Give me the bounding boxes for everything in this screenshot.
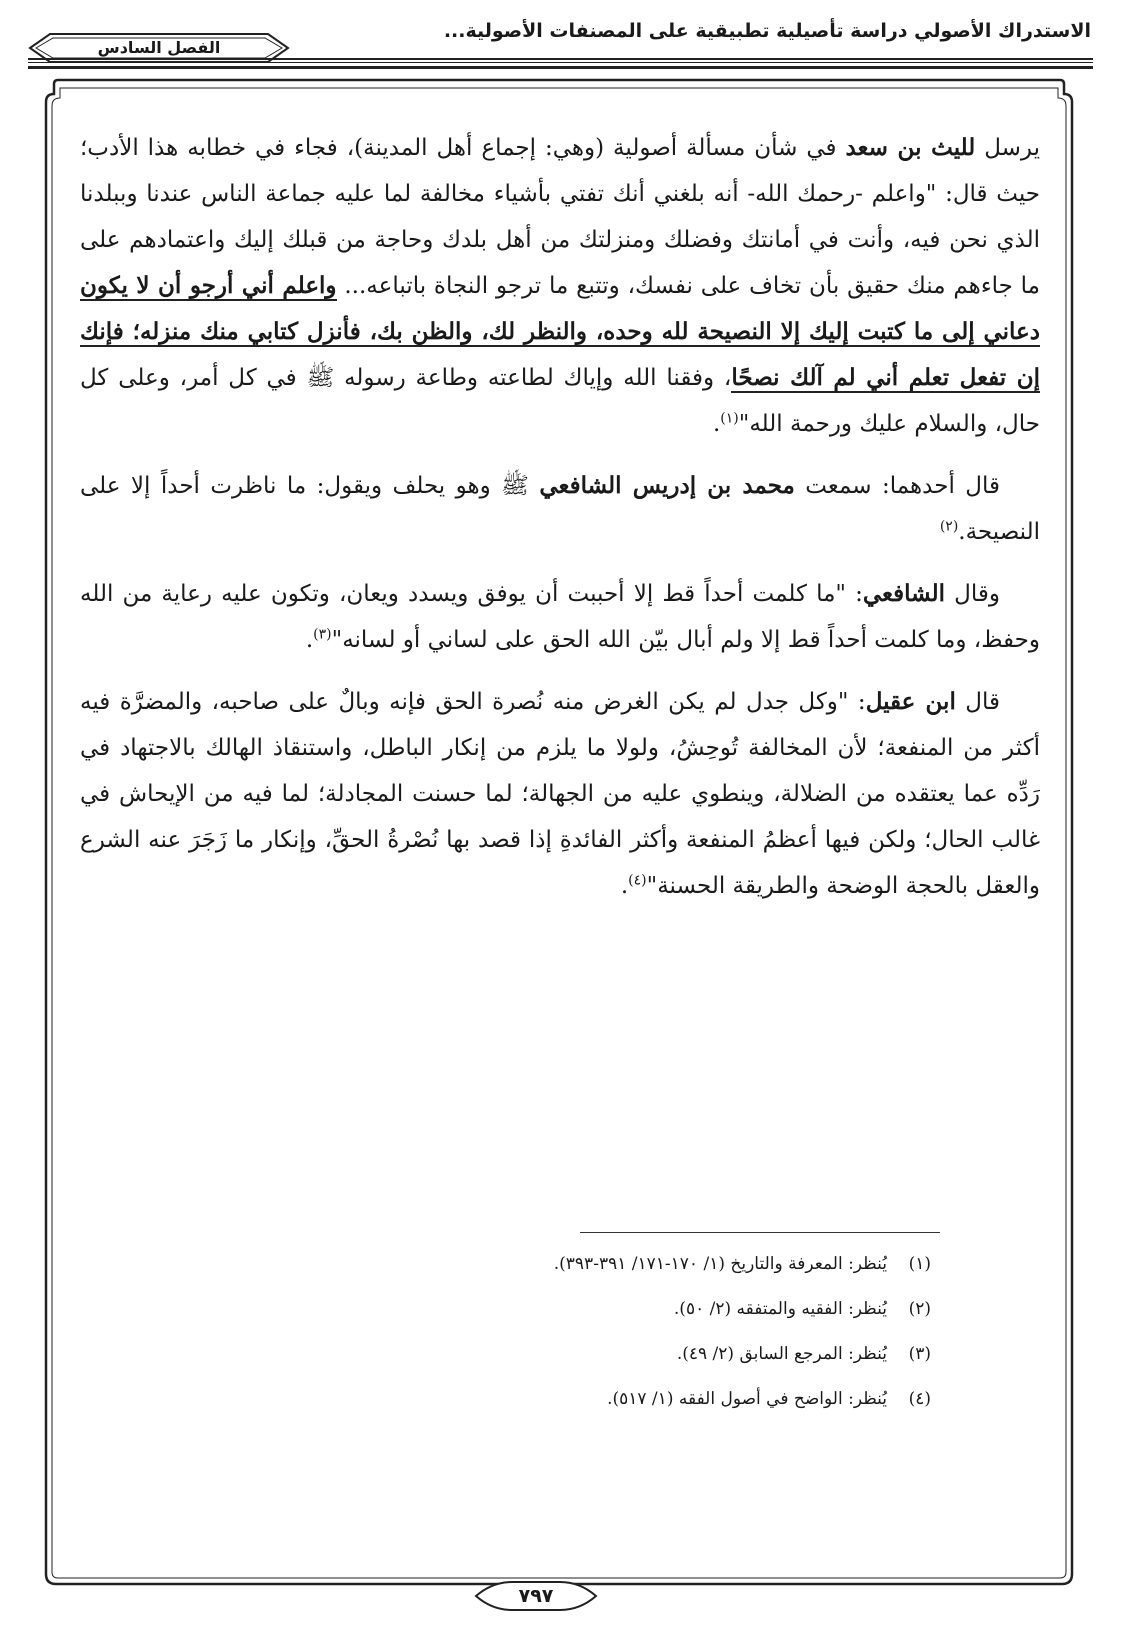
footnote-text: يُنظر: الفقيه والمتفقه (٢/ ٥٠). bbox=[673, 1299, 887, 1319]
p1-text-1: يرسل bbox=[975, 135, 1040, 161]
p4-text-1: قال bbox=[955, 689, 1000, 715]
p4-bold-name: ابن عقيل bbox=[865, 688, 956, 715]
footnote-text: يُنظر: المعرفة والتاريخ (١/ ١٧٠-١٧١/ ٣٩١-٣٩٣). bbox=[553, 1254, 887, 1274]
p2-text-2: ﷺ وهو يحلف ويقول: ما ناظرت أحداً إلا على النصيحة. bbox=[80, 473, 1040, 545]
footnote-1 bbox=[151, 1252, 931, 1276]
p1-end: . bbox=[712, 411, 721, 437]
p1-text-3: ، وفقنا الله وإياك لطاعته وطاعة رسوله ﷺ في كل أمر، وعلى كل حال، والسلام عليك ورحمة الله" bbox=[80, 365, 1040, 437]
p3-bold-name: الشافعي bbox=[862, 580, 946, 607]
main-text bbox=[80, 125, 1040, 925]
paragraph-4 bbox=[80, 679, 1040, 909]
chapter-label: الفصل السادس bbox=[97, 38, 221, 57]
footnote-ref-4: (٤) bbox=[628, 872, 647, 889]
footnote-3 bbox=[151, 1342, 931, 1366]
p1-bold-name: لليث بن سعد bbox=[845, 134, 976, 161]
p4-text-2: : "وكل جدل لم يكن الغرض منه نُصرة الحق فإنه وبالٌ على صاحبه، والمضرَّة فيه أكثر من المنفعة؛ لأن المخالفة تُوحِشُ، ولولا ما يلزم من إنكار الباطل، واستنقاذ الهالك بالاجتهاد في رَدِّه عما يعتقده من الضلالة، وينطوي عليه من الجهالة؛ لما حسنت المجادلة؛ لما فيه من الإيحاش في غالب الحال؛ ولكن فيها أعظمُ المنفعة وأكثر الفائدةِ إذا قصد بها نُصْرةُ الحقِّ، وإنكار ما زَجَرَ عنه الشرع والعقل بالحجة الوضحة والطريقة الحسنة" bbox=[80, 689, 1040, 899]
footnote-separator bbox=[580, 1232, 940, 1233]
running-header-title: الاستدراك الأصولي دراسة تأصيلية تطبيقية على المصنفات الأصولية... bbox=[443, 20, 1091, 42]
paragraph-1 bbox=[80, 125, 1040, 447]
footnote-ref-1: (١) bbox=[720, 410, 739, 427]
footnote-number: (٣) bbox=[908, 1344, 931, 1364]
p3-text-2: : "ما كلمت أحداً قط إلا أحببت أن يوفق ويسدد ويعان، وتكون عليه رعاية من الله وحفظ، وما كلمت أحداً قط إلا ولم أبال بيّن الله الحق على لساني أو لسانه" bbox=[80, 581, 1040, 653]
paragraph-2 bbox=[80, 463, 1040, 555]
footnote-4 bbox=[151, 1387, 931, 1411]
footnote-number: (١) bbox=[908, 1254, 931, 1274]
footnote-text: يُنظر: الواضح في أصول الفقه (١/ ٥١٧). bbox=[607, 1389, 887, 1409]
p4-end: . bbox=[620, 873, 629, 899]
p2-text-1: قال أحدهما: سمعت bbox=[794, 473, 1000, 499]
p3-end: . bbox=[305, 627, 314, 653]
footnote-ref-2: (٢) bbox=[939, 518, 959, 535]
p1-text-2: في شأن مسألة أصولية (وهي: إجماع أهل المدينة)، فجاء في خطابه هذا الأدب؛ حيث قال: "واعلم -رحمك الله- أنه بلغني أنك تفتي بأشياء مخالفة لما عليه جماعة الناس عندنا وببلدنا الذي نحن فيه، وأنت في أمانتك وفضلك ومنزلتك من أهل بلدك وحاجة من قبلك إليك واعتمادهم على ما جاءهم منك حقيق بأن تخاف على نفسك، وتتبع ما ترجو النجاة باتباعه... bbox=[80, 135, 1040, 299]
page-number: ٧٩٧ bbox=[518, 1585, 554, 1607]
footnotes bbox=[151, 1252, 931, 1432]
footnote-text: يُنظر: المرجع السابق (٢/ ٤٩). bbox=[676, 1344, 887, 1364]
footnote-2 bbox=[151, 1297, 931, 1321]
p2-bold-name: محمد بن إدريس الشافعي bbox=[539, 472, 795, 499]
footnote-number: (٢) bbox=[908, 1299, 931, 1319]
footnote-ref-3: (٣) bbox=[313, 626, 332, 643]
paragraph-3 bbox=[80, 571, 1040, 663]
page-number-badge bbox=[472, 1579, 600, 1613]
p1-underlined-quote: واعلم أني أرجو أن لا يكون دعاني إلى ما كتبت إليك إلا النصيحة لله وحده، والنظر لك، والظن بك، فأنزل كتابي منك منزله؛ فإنك إن تفعل تعلم أني لم آلك نصحًا bbox=[80, 272, 1041, 391]
footnote-number: (٤) bbox=[908, 1389, 931, 1409]
p3-text-1: وقال bbox=[945, 581, 1000, 607]
